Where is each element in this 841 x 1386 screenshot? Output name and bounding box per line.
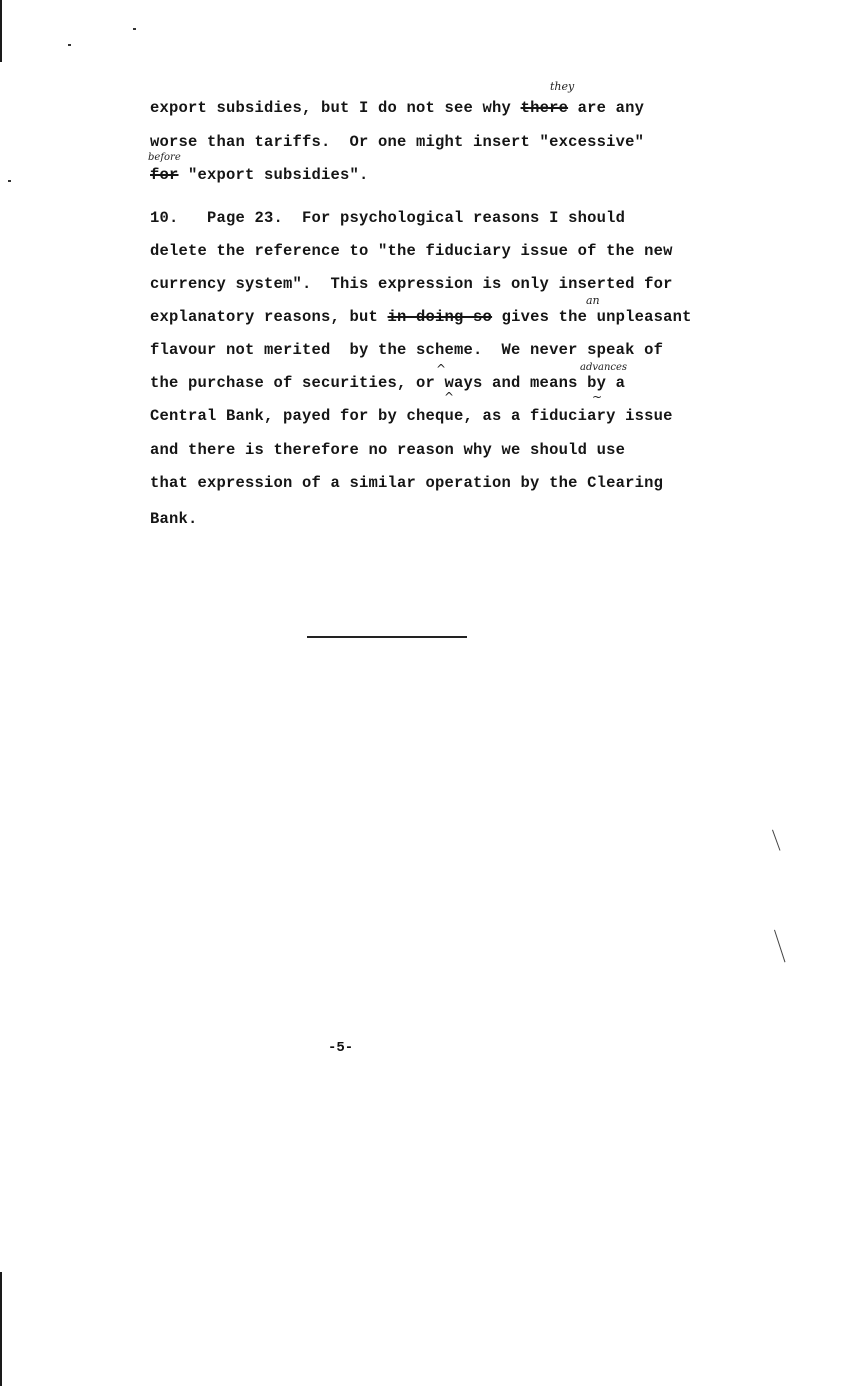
scan-speck <box>68 44 71 46</box>
scan-edge-bottom <box>0 1272 2 1386</box>
scan-edge-top <box>0 0 2 62</box>
text-line-7 <box>150 308 692 326</box>
handwritten-annotation-they: they <box>550 80 575 93</box>
margin-pencil-mark <box>772 830 780 851</box>
text-line-5: delete the reference to "the fiduciary issue of the new <box>150 242 673 260</box>
text-line-12: that expression of a similar operation by the Clearing <box>150 474 664 492</box>
struck-phrase-in-doing-so: in doing so <box>387 308 493 326</box>
insertion-caret-icon: ^ <box>444 390 455 404</box>
tilde-mark-icon: ~ <box>592 390 603 404</box>
text-line-6: currency system". This expression is only inserted for <box>150 275 673 293</box>
insertion-caret-icon: ^ <box>436 362 447 376</box>
text-line-9: the purchase of securities, or ways and means by a <box>150 374 626 392</box>
scan-speck <box>8 180 11 182</box>
text-line-3 <box>150 166 369 184</box>
struck-word-there: there <box>520 99 569 117</box>
handwritten-annotation-advances: advances <box>580 362 628 373</box>
text-line-1 <box>150 99 644 117</box>
text-line-11: and there is therefore no reason why we should use <box>150 441 626 459</box>
text-line-1-after: are any <box>568 99 645 117</box>
text-line-13: Bank. <box>150 510 198 528</box>
margin-pencil-mark <box>774 930 785 963</box>
scan-speck <box>133 28 136 30</box>
text-line-2: worse than tariffs. Or one might insert "excessive" <box>150 133 645 151</box>
text-line-7-before: explanatory reasons, but <box>150 308 388 326</box>
text-line-1-before: export subsidies, but I do not see why <box>150 99 521 117</box>
text-line-10: Central Bank, payed for by cheque, as a fiduciary issue <box>150 407 673 425</box>
page-number: -5- <box>328 1040 354 1056</box>
handwritten-annotation-before: before <box>148 152 181 163</box>
text-line-8: flavour not merited by the scheme. We never speak of <box>150 341 664 359</box>
text-line-3-after: "export subsidies". <box>178 166 369 184</box>
text-line-4: 10. Page 23. For psychological reasons I should <box>150 209 626 227</box>
handwritten-annotation-an: an <box>586 294 600 307</box>
section-divider <box>307 636 467 638</box>
struck-word-for: for <box>150 166 179 184</box>
text-line-7-after: gives the unpleasant <box>492 308 692 326</box>
